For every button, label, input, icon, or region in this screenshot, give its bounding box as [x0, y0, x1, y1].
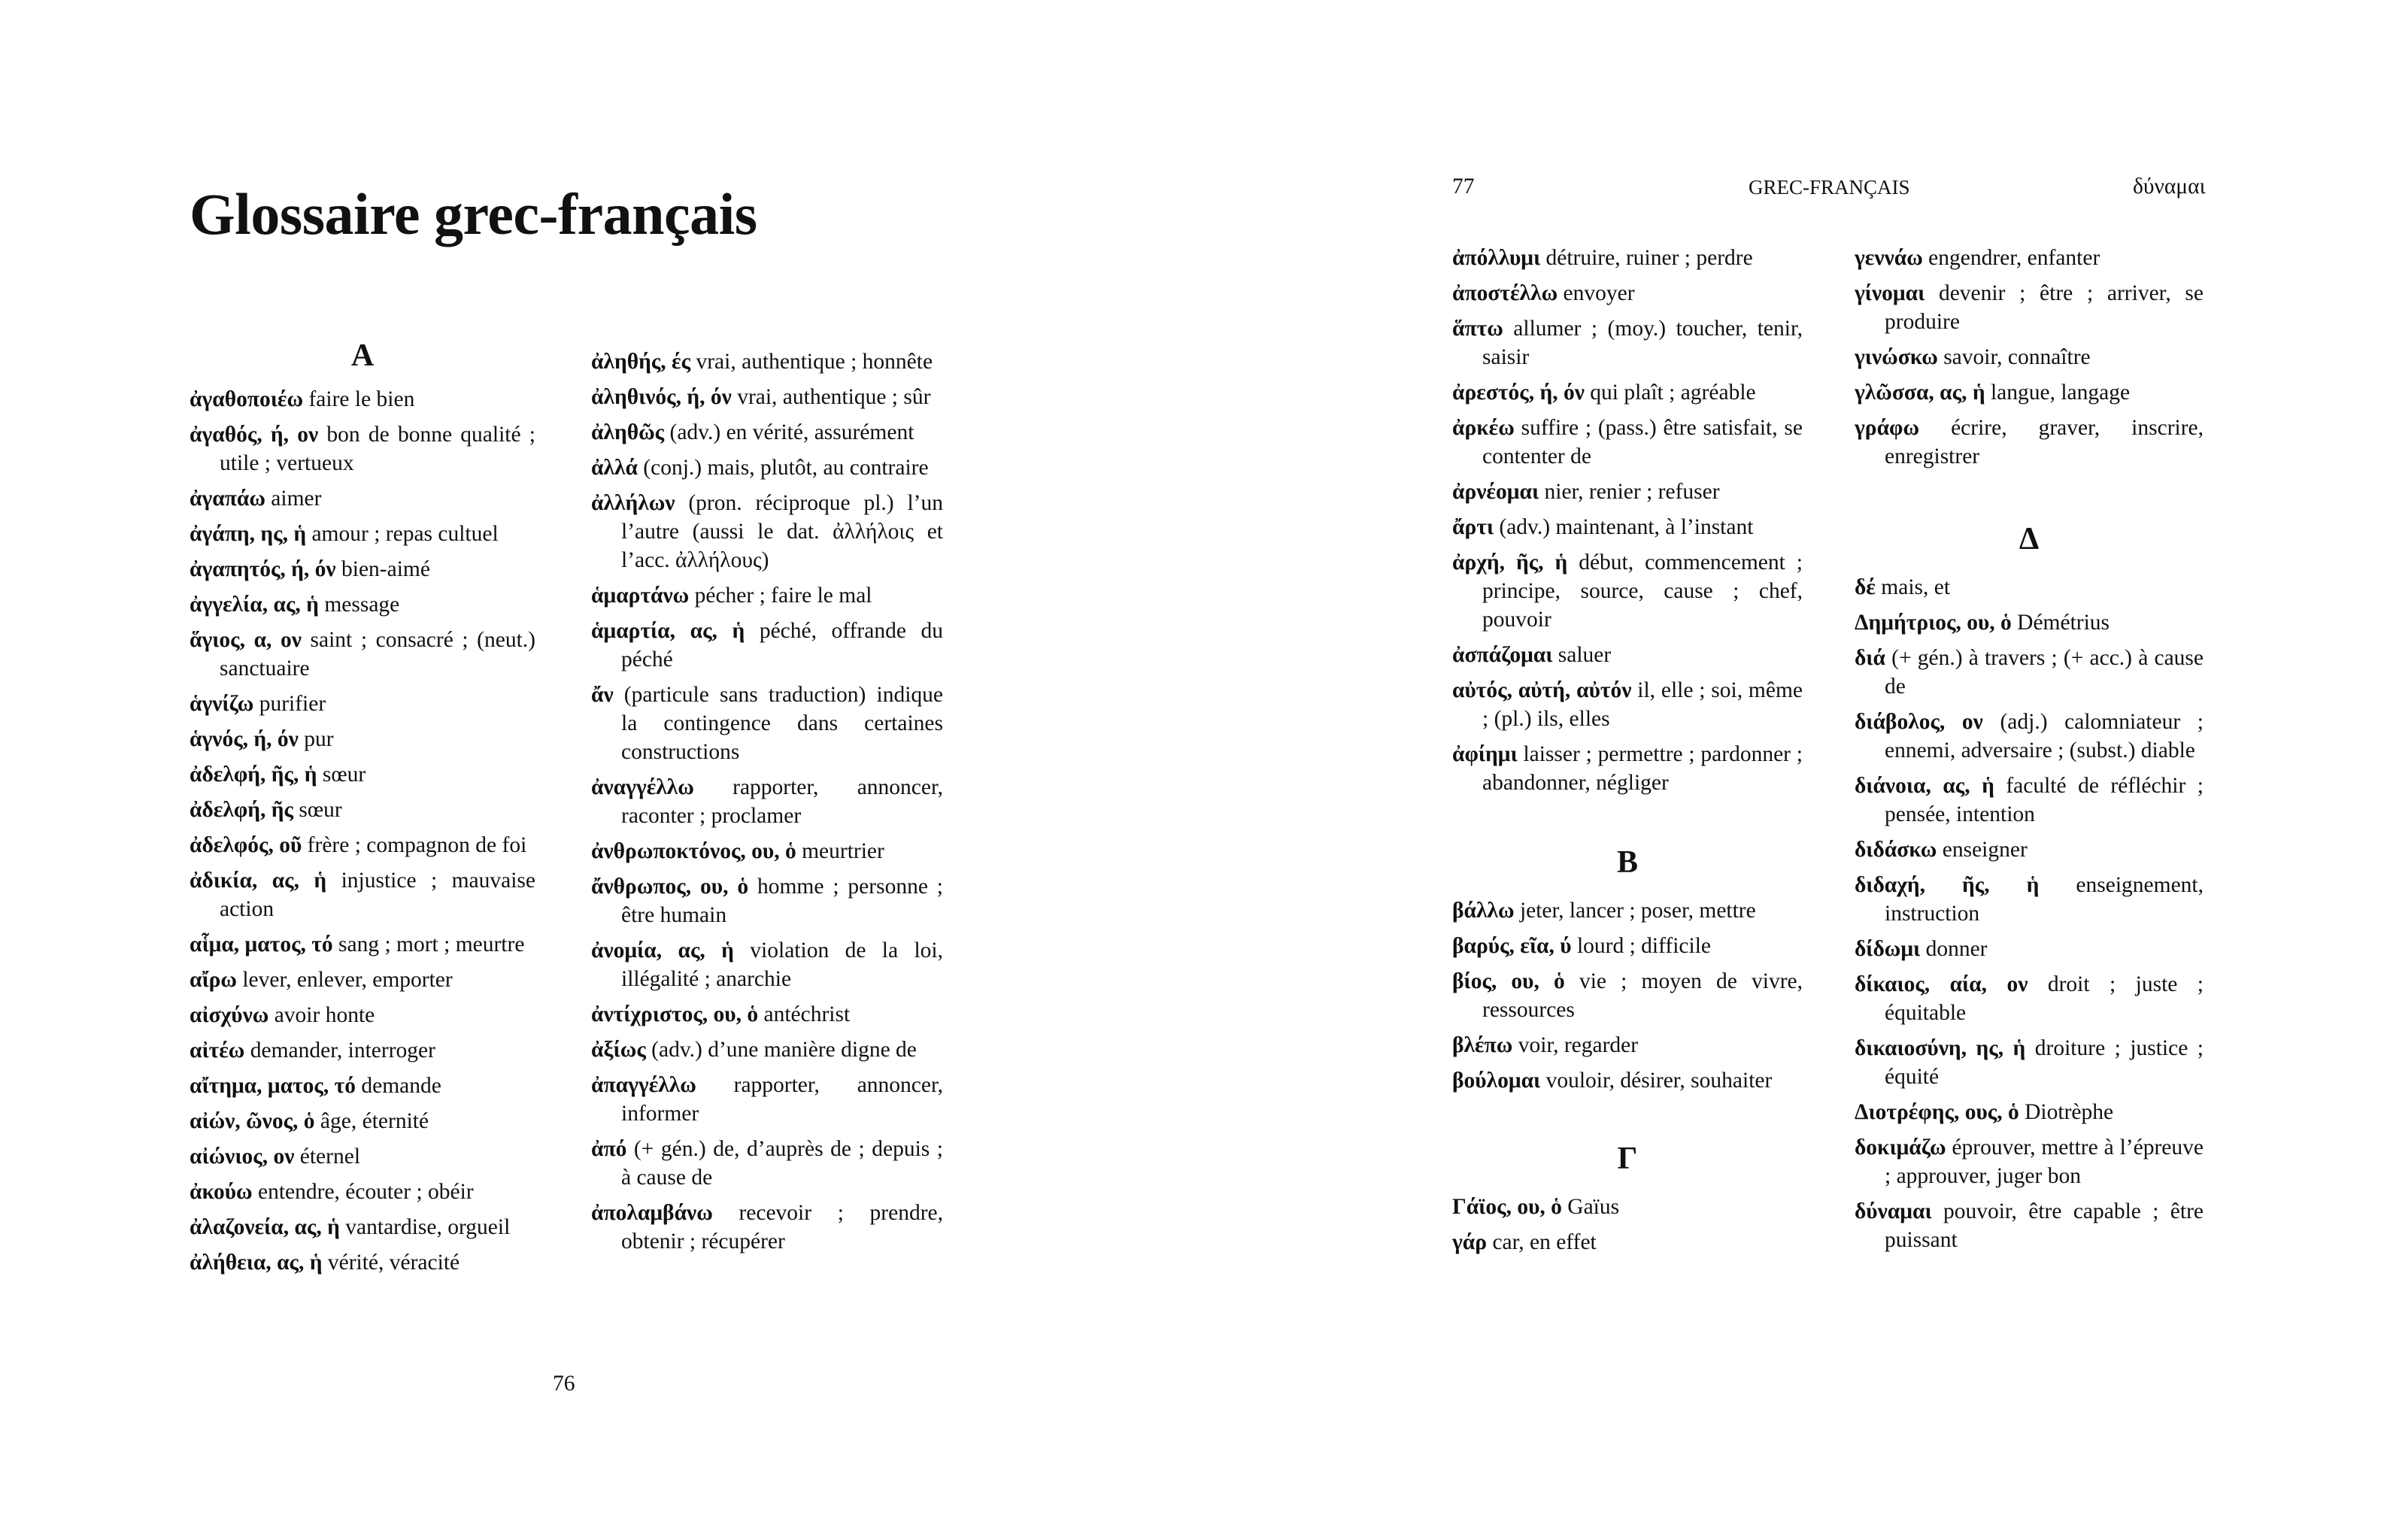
glossary-entry — [1452, 932, 1803, 960]
glossary-entry — [190, 760, 535, 789]
glossary-entry — [591, 681, 943, 766]
glossary-entry — [190, 690, 535, 718]
entry-lemma: αἷμα, ματος, τό — [190, 932, 333, 956]
glossary-entry — [591, 418, 943, 447]
entry-lemma: ἀντίχριστος, ου, ὁ — [591, 1002, 759, 1026]
glossary-entry — [190, 1036, 535, 1065]
entry-lemma: ἀπαγγέλλω — [591, 1073, 696, 1097]
entry-definition: langue, langage — [1985, 380, 2131, 405]
entry-lemma: ἀλήθεια, ας, ἡ — [190, 1250, 323, 1275]
entry-lemma: ἀγαθοποιέω — [190, 387, 304, 411]
left-page — [0, 0, 1190, 1540]
entry-definition: purifier — [253, 692, 326, 716]
left-column-2 — [591, 347, 943, 1263]
entry-lemma: γίνομαι — [1855, 281, 1925, 305]
glossary-entry — [190, 520, 535, 548]
section-letter-b: B — [1616, 845, 1638, 880]
glossary-entry — [591, 1199, 943, 1256]
entry-definition: vouloir, désirer, souhaiter — [1540, 1069, 1773, 1093]
glossary-entry — [1855, 970, 2204, 1027]
glossary-entry — [190, 555, 535, 584]
glossary-entry — [1855, 414, 2204, 471]
entry-lemma: ἁγνίζω — [190, 692, 254, 716]
glossary-entry — [190, 966, 535, 994]
entry-definition: donner — [1920, 937, 1988, 961]
entry-lemma: ἄρτι — [1452, 515, 1494, 539]
entry-definition: saluer — [1552, 643, 1612, 667]
entry-definition: avoir honte — [268, 1003, 375, 1027]
entry-lemma: ἀδελφή, ῆς, ἡ — [190, 762, 317, 787]
glossary-entry — [1452, 1193, 1803, 1221]
glossary-entry — [1855, 608, 2204, 637]
entry-lemma: γεννάω — [1855, 246, 1923, 270]
entry-definition: lever, enlever, emporter — [236, 968, 453, 992]
glossary-entry — [190, 420, 535, 477]
entry-list — [1452, 896, 1803, 1095]
entry-definition: devenir ; être ; arriver, se produire — [1885, 281, 2204, 334]
entry-lemma: ἀρχή, ῆς, ἡ — [1452, 550, 1568, 574]
glossary-entry — [1452, 548, 1803, 634]
entry-definition: péché, offrande du péché — [621, 619, 944, 671]
entry-definition: entendre, écouter ; obéir — [252, 1180, 474, 1204]
left-column-1 — [190, 337, 535, 1284]
glossary-entry — [1452, 676, 1803, 733]
glossary-entry — [591, 1135, 943, 1192]
entry-definition: faculté de réfléchir ; pensée, intention — [1885, 774, 2204, 826]
entry-definition: amour ; repas cultuel — [306, 522, 499, 546]
entry-definition: pur — [298, 727, 334, 751]
glossary-entry — [190, 626, 535, 683]
entry-definition: éternel — [294, 1144, 361, 1169]
entry-lemma: αἰών, ῶνος, ὁ — [190, 1109, 315, 1133]
entry-lemma: ἅγιος, α, ον — [190, 628, 302, 652]
entry-definition: (adv.) d’une manière digne de — [645, 1038, 917, 1062]
entry-lemma: ἀσπάζομαι — [1452, 643, 1553, 667]
entry-definition: (adv.) en vérité, assurément — [664, 420, 914, 444]
entry-lemma: διάβολος, ον — [1855, 710, 1983, 734]
entry-definition: rapporter, annoncer, raconter ; proclamer — [621, 775, 943, 828]
entry-definition: vérité, véracité — [322, 1250, 460, 1275]
glossary-entry — [1855, 772, 2204, 829]
entry-definition: laisser ; permettre ; pardonner ; abandonner, négliger — [1482, 742, 1803, 795]
glossary-entry — [1855, 1133, 2204, 1190]
glossary-entry — [1452, 740, 1803, 797]
entry-lemma: ἀγγελία, ας, ἡ — [190, 593, 319, 617]
entry-definition: envoyer — [1558, 281, 1635, 305]
glossary-entry — [1855, 343, 2204, 371]
entry-definition: faire le bien — [303, 387, 415, 411]
glossary-entry — [1452, 414, 1803, 471]
glossary-entry — [1452, 279, 1803, 308]
section-letter-delta: Δ — [2019, 522, 2040, 556]
glossary-entry — [190, 385, 535, 414]
entry-definition: droiture ; justice ; équité — [1885, 1036, 2204, 1089]
entry-lemma: ἀρνέομαι — [1452, 480, 1539, 504]
entry-list — [591, 347, 943, 1256]
right-page — [1190, 0, 2381, 1540]
glossary-entry — [591, 773, 943, 830]
glossary-entry — [591, 617, 943, 674]
entry-definition: pouvoir, être capable ; être puissant — [1885, 1199, 2204, 1252]
entry-definition: recevoir ; prendre, obtenir ; récupérer — [621, 1201, 943, 1254]
entry-definition: qui plaît ; agréable — [1584, 380, 1756, 405]
entry-lemma: ἁγνός, ή, όν — [190, 727, 299, 751]
entry-list — [1452, 244, 1803, 797]
entry-definition: homme ; personne ; être humain — [621, 875, 944, 927]
entry-definition: (adv.) maintenant, à l’instant — [1494, 515, 1754, 539]
glossary-entry — [1452, 513, 1803, 541]
entry-definition: frère ; compagnon de foi — [302, 833, 527, 857]
entry-lemma: Διοτρέφης, ους, ὁ — [1855, 1100, 2019, 1124]
entry-definition: Démétrius — [2011, 611, 2110, 635]
glossary-entry — [1855, 708, 2204, 765]
glossary-entry — [1452, 967, 1803, 1024]
glossary-entry — [1855, 1197, 2204, 1254]
entry-definition: jeter, lancer ; poser, mettre — [1514, 899, 1756, 923]
entry-lemma: ἀλλά — [591, 456, 638, 480]
entry-list — [1855, 573, 2204, 1254]
entry-definition: éprouver, mettre à l’épreuve ; approuver, juger bon — [1885, 1135, 2204, 1188]
entry-definition: (particule sans traduction) indique la contingence dans certaines constructions — [613, 683, 943, 764]
entry-lemma: διάνοια, ας, ἡ — [1855, 774, 1994, 798]
entry-definition: suffire ; (pass.) être satisfait, se contenter de — [1482, 416, 1803, 468]
glossary-entry — [1855, 573, 2204, 602]
entry-lemma: ἀδελφή, ῆς — [190, 798, 293, 822]
entry-definition: vantardise, orgueil — [339, 1215, 511, 1239]
entry-lemma: ἀγαθός, ή, ον — [190, 423, 319, 447]
entry-definition: (+ gén.) à travers ; (+ acc.) à cause de — [1885, 646, 2204, 699]
entry-lemma: Δημήτριος, ου, ὁ — [1855, 611, 2012, 635]
entry-definition: bon de bonne qualité ; utile ; vertueux — [220, 423, 535, 475]
entry-lemma: ἀκούω — [190, 1180, 253, 1204]
catchword: δύναμαι — [2133, 174, 2206, 199]
glossary-entry — [591, 837, 943, 865]
glossary-entry — [190, 1178, 535, 1206]
entry-definition: Gaïus — [1561, 1195, 1620, 1219]
glossary-entry — [1452, 1228, 1803, 1257]
glossary-entry — [1452, 1031, 1803, 1060]
entry-lemma: ἀνθρωποκτόνος, ου, ὁ — [591, 839, 796, 863]
glossary-entry — [1855, 1098, 2204, 1126]
glossary-entry — [591, 489, 943, 574]
entry-definition: il, elle ; soi, même ; (pl.) ils, elles — [1482, 678, 1803, 731]
glossary-entry — [190, 1107, 535, 1135]
glossary-entry — [190, 725, 535, 753]
glossary-entry — [1855, 378, 2204, 407]
glossary-entry — [190, 1248, 535, 1277]
glossary-entry — [1452, 314, 1803, 371]
entry-lemma: δοκιμάζω — [1855, 1135, 1946, 1160]
glossary-entry — [190, 831, 535, 859]
entry-definition: pécher ; faire le mal — [689, 584, 872, 608]
entry-definition: voir, regarder — [1512, 1033, 1639, 1057]
entry-lemma: βαρύς, εῖα, ύ — [1452, 934, 1572, 958]
entry-list — [1452, 1193, 1803, 1257]
entry-lemma: ἀγαπητός, ή, όν — [190, 557, 336, 581]
glossary-entry — [591, 1035, 943, 1064]
glossary-entry — [1452, 244, 1803, 272]
entry-lemma: αὐτός, αὐτή, αὐτόν — [1452, 678, 1632, 702]
entry-lemma: ἀνομία, ας, ἡ — [591, 938, 734, 962]
entry-definition: engendrer, enfanter — [1922, 246, 2100, 270]
glossary-entry — [1452, 896, 1803, 925]
entry-lemma: ἄν — [591, 683, 614, 707]
glossary-entry — [190, 796, 535, 824]
entry-lemma: ἀξίως — [591, 1038, 646, 1062]
entry-definition: bien-aimé — [335, 557, 430, 581]
running-title: GREC-FRANÇAIS — [1749, 176, 1910, 199]
entry-lemma: δίκαιος, αία, ον — [1855, 972, 2028, 996]
glossary-entry — [591, 383, 943, 411]
entry-definition: sœur — [317, 762, 366, 787]
glossary-entry — [591, 453, 943, 482]
glossary-entry — [591, 1000, 943, 1029]
entry-lemma: αἴτημα, ματος, τό — [190, 1074, 356, 1098]
entry-list — [1855, 244, 2204, 471]
glossary-entry — [190, 930, 535, 959]
entry-definition: demande — [355, 1074, 441, 1098]
entry-definition: sœur — [293, 798, 342, 822]
glossary-entry — [1855, 871, 2204, 928]
entry-definition: antéchrist — [758, 1002, 851, 1026]
glossary-entry — [1452, 641, 1803, 669]
entry-definition: injustice ; mauvaise action — [220, 869, 535, 921]
entry-definition: rapporter, annoncer, informer — [621, 1073, 943, 1126]
glossary-entry — [1452, 1066, 1803, 1095]
entry-lemma: ἀποστέλλω — [1452, 281, 1558, 305]
entry-lemma: ἀναγγέλλω — [591, 775, 694, 799]
entry-lemma: δικαιοσύνη, ης, ἡ — [1855, 1036, 2026, 1060]
entry-lemma: ἄνθρωπος, ου, ὁ — [591, 875, 749, 899]
entry-definition: (pron. réciproque pl.) l’un l’autre (aussi le dat. ἀλλήλοις et l’acc. ἀλλήλους) — [621, 491, 943, 572]
entry-lemma: αἴρω — [190, 968, 237, 992]
glossary-entry — [591, 581, 943, 610]
entry-definition: début, commencement ; principe, source, cause ; chef, pouvoir — [1482, 550, 1803, 632]
entry-definition: vrai, authentique ; sûr — [731, 385, 931, 409]
entry-list — [190, 385, 535, 1277]
entry-definition: enseignement, instruction — [1885, 873, 2204, 926]
glossary-entry — [1452, 477, 1803, 506]
page-number: 76 — [553, 1372, 575, 1396]
page-number: 77 — [1452, 174, 1475, 199]
entry-lemma: γινώσκω — [1855, 345, 1938, 369]
entry-definition: (adj.) calomniateur ; ennemi, adversaire ; (subst.) diable — [1885, 710, 2204, 762]
entry-definition: droit ; juste ; équitable — [1885, 972, 2204, 1025]
entry-lemma: αἰσχύνω — [190, 1003, 269, 1027]
glossary-entry — [190, 1213, 535, 1241]
entry-lemma: διδαχή, ῆς, ἡ — [1855, 873, 2040, 897]
entry-definition: sang ; mort ; meurtre — [332, 932, 525, 956]
glossary-entry — [190, 590, 535, 619]
entry-lemma: ἀπό — [591, 1137, 627, 1161]
glossary-entry — [1855, 244, 2204, 272]
entry-lemma: ἅπτω — [1452, 317, 1503, 341]
page-title: Glossaire grec-français — [190, 181, 757, 247]
entry-definition: allumer ; (moy.) toucher, tenir, saisir — [1482, 317, 1803, 369]
entry-lemma: ἀγαπάω — [190, 487, 265, 511]
entry-lemma: γλῶσσα, ας, ἡ — [1855, 380, 1985, 405]
entry-lemma: ἀφίημι — [1452, 742, 1518, 766]
entry-lemma: ἀλαζονεία, ας, ἡ — [190, 1215, 340, 1239]
entry-definition: violation de la loi, illégalité ; anarchie — [621, 938, 944, 991]
glossary-entry — [1855, 835, 2204, 864]
glossary-entry — [1452, 378, 1803, 407]
entry-definition: message — [318, 593, 400, 617]
entry-lemma: γράφω — [1855, 416, 1920, 440]
entry-lemma: βούλομαι — [1452, 1069, 1541, 1093]
entry-lemma: ἀπολαμβάνω — [591, 1201, 713, 1225]
entry-lemma: διά — [1855, 646, 1885, 670]
entry-definition: mais, et — [1875, 575, 1951, 599]
entry-lemma: ἀδικία, ας, ἡ — [190, 869, 327, 893]
entry-definition: savoir, connaître — [1937, 345, 2091, 369]
entry-lemma: ἀληθής, ές — [591, 350, 691, 374]
entry-definition: âge, éternité — [314, 1109, 429, 1133]
glossary-entry — [591, 347, 943, 376]
entry-definition: vrai, authentique ; honnête — [690, 350, 933, 374]
entry-lemma: δύναμαι — [1855, 1199, 1932, 1223]
entry-definition: Diotrèphe — [2019, 1100, 2114, 1124]
entry-lemma: ἀρκέω — [1452, 416, 1515, 440]
glossary-entry — [190, 484, 535, 513]
entry-definition: car, en effet — [1487, 1230, 1597, 1254]
entry-lemma: ἀγάπη, ης, ἡ — [190, 522, 307, 546]
entry-definition: écrire, graver, inscrire, enregistrer — [1885, 416, 2204, 468]
entry-lemma: ἀλλήλων — [591, 491, 675, 515]
glossary-entry — [591, 1071, 943, 1128]
entry-definition: aimer — [265, 487, 322, 511]
entry-lemma: ἀρεστός, ή, όν — [1452, 380, 1585, 405]
entry-definition: meurtrier — [796, 839, 884, 863]
glossary-entry — [591, 936, 943, 993]
entry-lemma: ἀληθῶς — [591, 420, 665, 444]
right-column-1 — [1452, 244, 1803, 1263]
entry-lemma: βάλλω — [1452, 899, 1515, 923]
entry-definition: (conj.) mais, plutôt, au contraire — [637, 456, 929, 480]
entry-lemma: βλέπω — [1452, 1033, 1513, 1057]
glossary-entry — [591, 872, 943, 929]
entry-definition: détruire, ruiner ; perdre — [1540, 246, 1753, 270]
entry-lemma: ἀληθινός, ή, όν — [591, 385, 732, 409]
glossary-entry — [190, 866, 535, 923]
entry-lemma: διδάσκω — [1855, 838, 1937, 862]
entry-lemma: ἁμαρτάνω — [591, 584, 690, 608]
entry-lemma: αἰτέω — [190, 1038, 245, 1063]
entry-definition: nier, renier ; refuser — [1539, 480, 1720, 504]
glossary-entry — [190, 1072, 535, 1100]
entry-lemma: ἁμαρτία, ας, ἡ — [591, 619, 745, 643]
entry-definition: enseigner — [1937, 838, 2028, 862]
glossary-entry — [190, 1142, 535, 1171]
entry-definition: saint ; consacré ; (neut.) sanctuaire — [220, 628, 535, 681]
right-column-2 — [1855, 244, 2204, 1261]
section-letter-gamma: Γ — [1617, 1141, 1638, 1176]
section-letter-a: A — [350, 338, 375, 373]
entry-lemma: δίδωμι — [1855, 937, 1921, 961]
entry-lemma: ἀδελφός, οῦ — [190, 833, 302, 857]
entry-lemma: ἀπόλλυμι — [1452, 246, 1541, 270]
entry-definition: demander, interroger — [244, 1038, 435, 1063]
entry-lemma: αἰώνιος, ον — [190, 1144, 295, 1169]
entry-definition: lourd ; difficile — [1571, 934, 1712, 958]
entry-lemma: βίος, ου, ὁ — [1452, 969, 1565, 993]
entry-lemma: γάρ — [1452, 1230, 1488, 1254]
entry-definition: vie ; moyen de vivre, ressources — [1482, 969, 1803, 1022]
glossary-entry — [1855, 644, 2204, 701]
glossary-entry — [1855, 935, 2204, 963]
entry-lemma: Γάϊος, ου, ὁ — [1452, 1195, 1562, 1219]
entry-lemma: δέ — [1855, 575, 1876, 599]
glossary-entry — [1855, 279, 2204, 336]
glossary-entry — [1855, 1034, 2204, 1091]
glossary-entry — [190, 1001, 535, 1029]
entry-definition: (+ gén.) de, d’auprès de ; depuis ; à cause de — [621, 1137, 943, 1190]
